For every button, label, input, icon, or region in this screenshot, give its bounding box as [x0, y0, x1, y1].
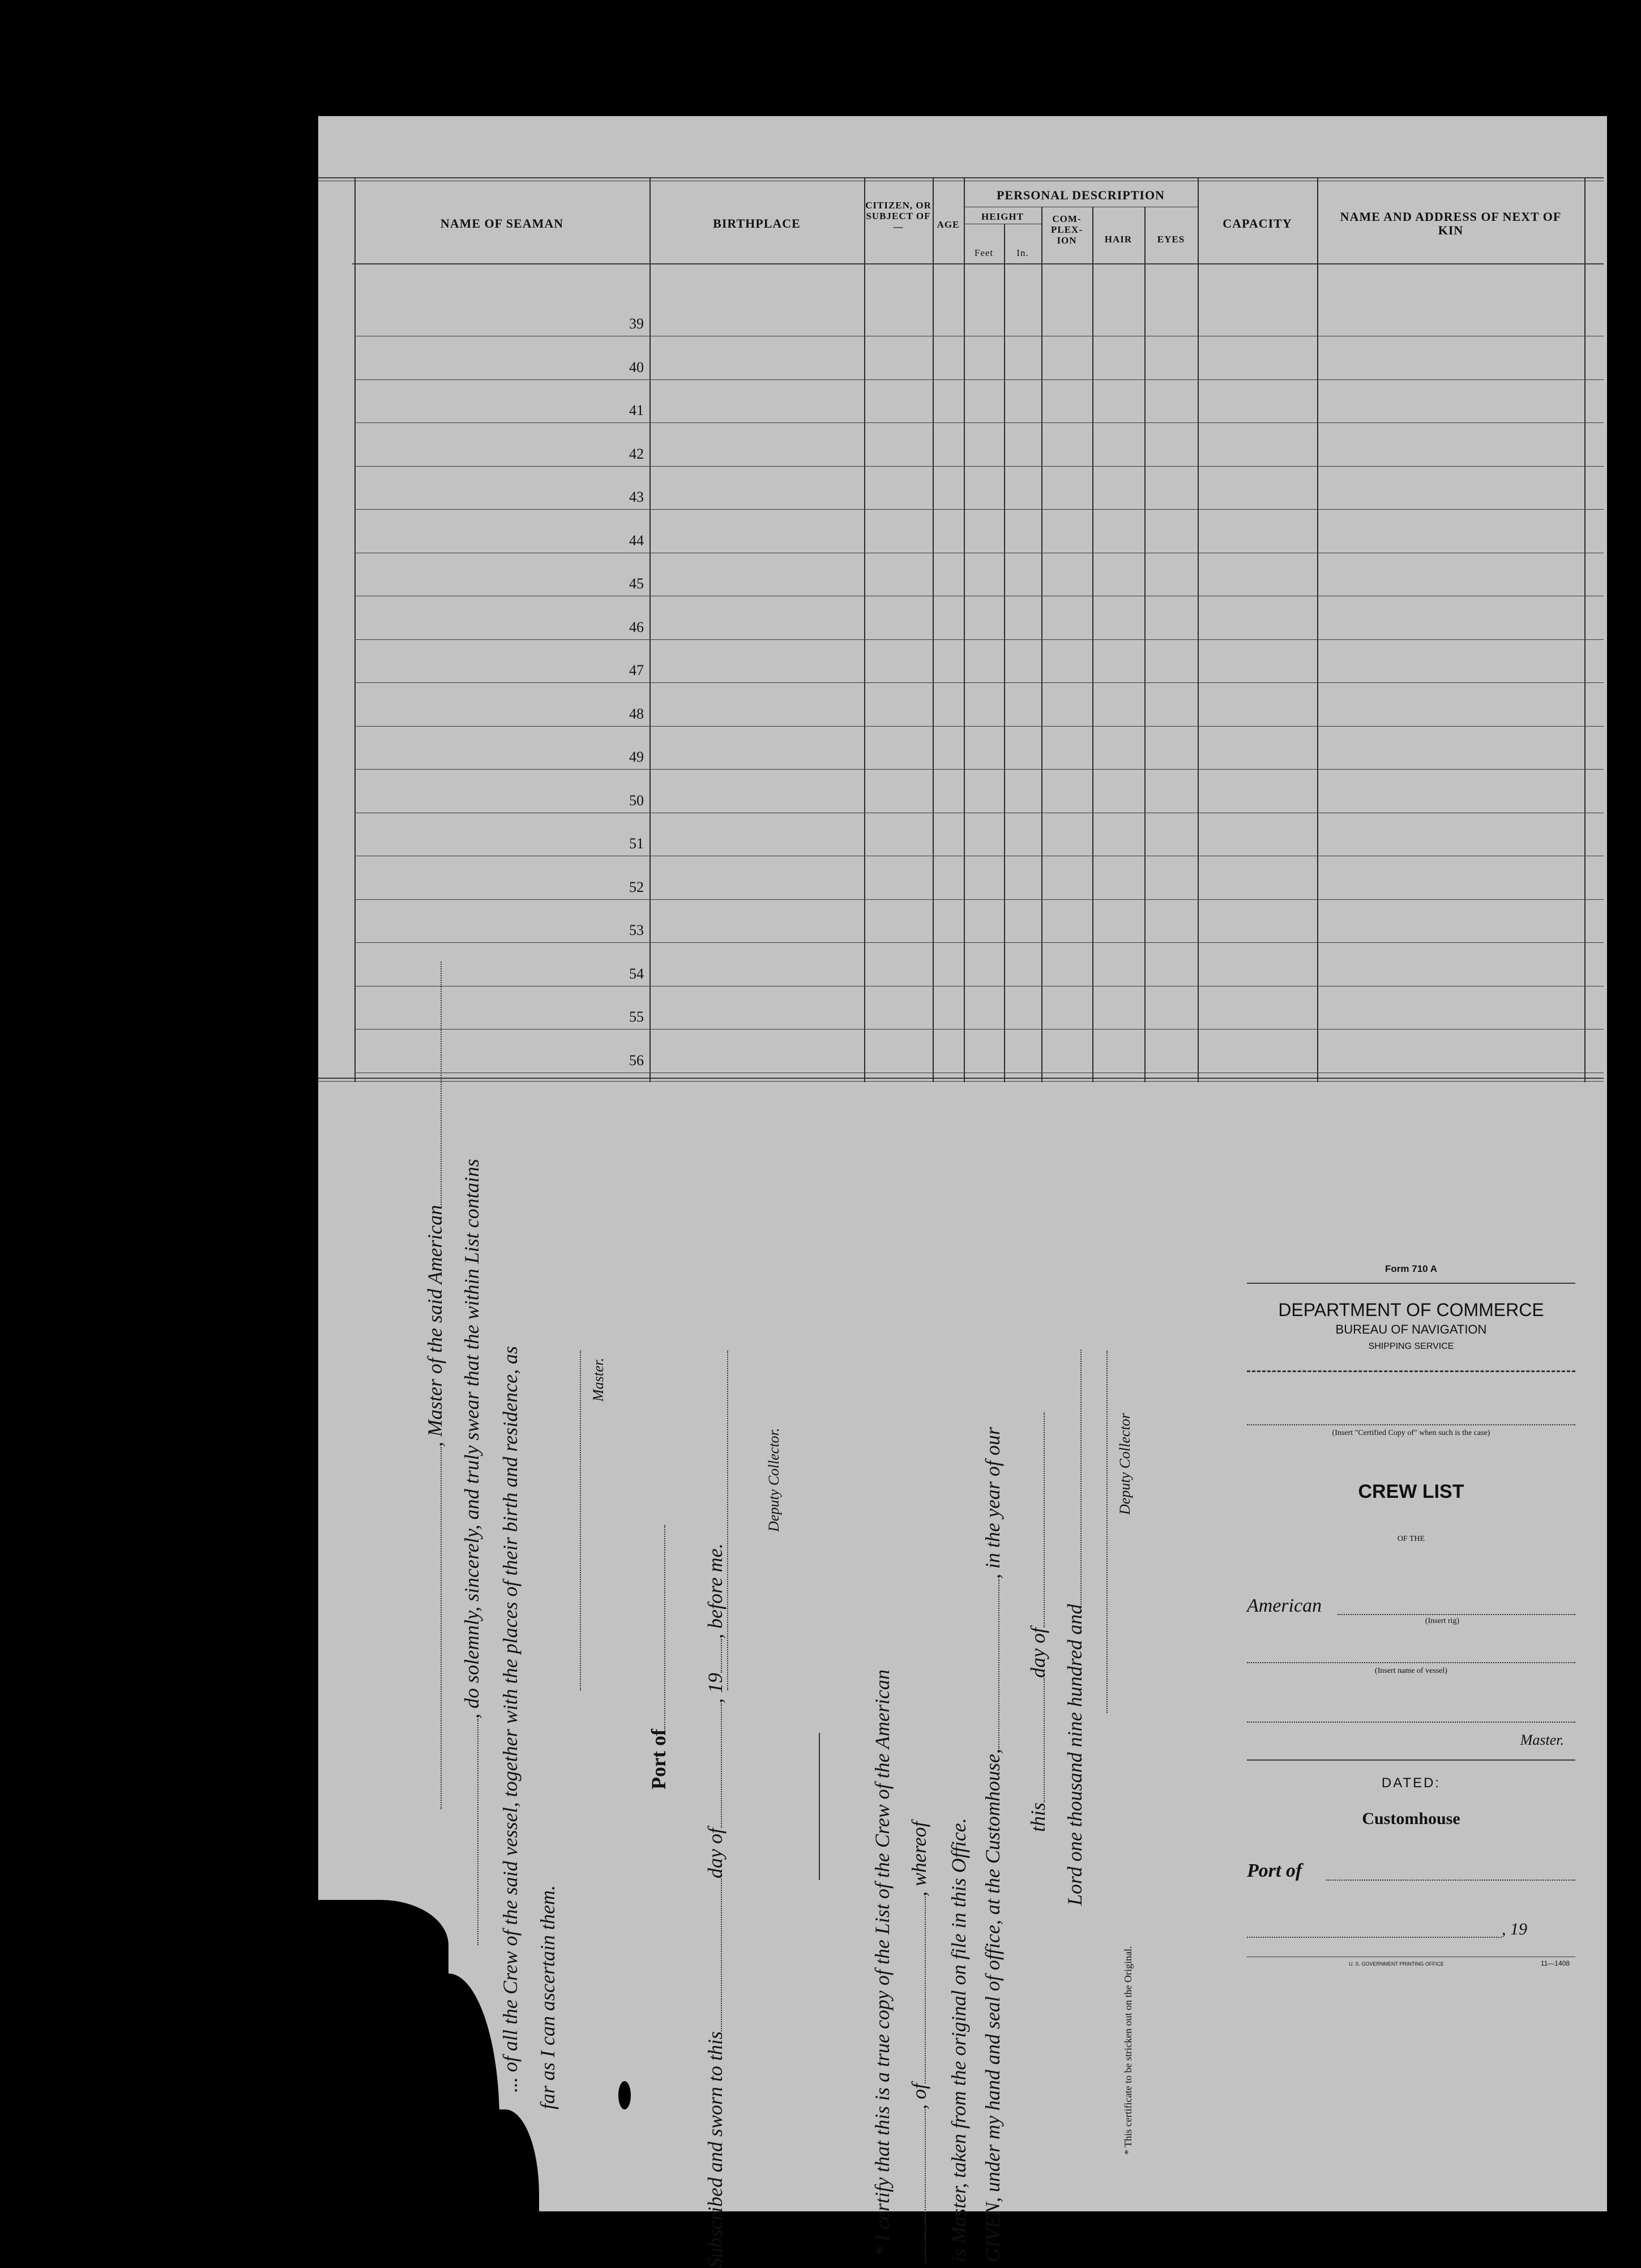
- row-number: 46: [629, 619, 644, 635]
- cover-master-label: Master.: [1520, 1732, 1564, 1748]
- of-the-label: OF THE: [1397, 1535, 1425, 1543]
- table-row: [354, 639, 1604, 640]
- insert-vessel-note: (Insert name of vessel): [1375, 1667, 1447, 1675]
- col-line: [1198, 177, 1199, 1082]
- col-line: [1092, 207, 1093, 1082]
- subscribed-line: Subscribed and sworn to thisday of, 19, before me.: [704, 1543, 727, 2268]
- cover-top-rule: [1247, 1283, 1575, 1284]
- damaged-corner: [318, 1900, 448, 2217]
- row-number: 51: [629, 835, 644, 852]
- row-number: 49: [629, 749, 644, 765]
- dashed-rule: [1247, 1370, 1575, 1372]
- col-line: [1317, 177, 1318, 1082]
- rig-line: [1337, 1614, 1575, 1615]
- table-row: [354, 726, 1604, 727]
- row-number: 44: [629, 532, 644, 549]
- table-bottom-rule: [318, 1078, 1604, 1079]
- header-personal: PERSONAL DESCRIPTION: [997, 188, 1165, 202]
- deputy-collector-label-1: Deputy Collector.: [766, 1428, 782, 1532]
- oath-line-4: far as I can ascertain them.: [536, 1885, 559, 2109]
- cover-year-label: , 19: [1502, 1920, 1527, 1938]
- oath-line-2: , do solemnly, sincerely, and truly swear that the within List contains: [460, 1159, 484, 1945]
- row-number: 55: [629, 1009, 644, 1025]
- form-number: Form 710 A: [1385, 1263, 1437, 1274]
- form-code: 11—1408: [1540, 1959, 1570, 1967]
- table-row: [354, 509, 1604, 510]
- lord-line: Lord one thousand nine hundred and: [1063, 1349, 1087, 1906]
- deputy-collector-label-2: Deputy Collector: [1117, 1413, 1133, 1515]
- col-line: [1041, 207, 1042, 1082]
- header-complexion: COM-PLEX-ION: [1051, 213, 1083, 246]
- col-line: [964, 177, 965, 1082]
- header-hair: HAIR: [1104, 234, 1133, 245]
- insert-rig-note: (Insert rig): [1425, 1617, 1460, 1625]
- table-row: [354, 379, 1604, 380]
- master-signature-line: [580, 1351, 581, 1690]
- header-capacity: CAPACITY: [1223, 216, 1292, 230]
- given-line: GIVEN, under my hand and seal of office, at the Customhouse,, in the year of our: [981, 1427, 1004, 2262]
- master-line: [1247, 1722, 1575, 1723]
- row-number: 50: [629, 792, 644, 809]
- shipping-service: SHIPPING SERVICE: [1368, 1342, 1454, 1351]
- of-whereof-line: , of, whereof: [907, 1821, 931, 2262]
- table-row: [354, 682, 1604, 683]
- cover-port-of-label: Port of: [1247, 1860, 1302, 1881]
- row-number: 48: [629, 706, 644, 722]
- row-number: 42: [629, 446, 644, 462]
- document-page: [318, 116, 1607, 2268]
- table-row: [354, 1029, 1604, 1030]
- customhouse-label: Customhouse: [1362, 1809, 1460, 1828]
- table-row: [354, 422, 1604, 423]
- table-row: [354, 769, 1604, 770]
- row-number: 43: [629, 489, 644, 505]
- certified-copy-line: [1247, 1424, 1575, 1425]
- master-signature-label: Master.: [590, 1357, 606, 1402]
- insert-certified-note: (Insert "Certified Copy of" when such is the case): [1332, 1429, 1490, 1437]
- header-height: HEIGHT: [981, 211, 1024, 222]
- col-line: [933, 177, 934, 1082]
- vessel-line: [1247, 1662, 1575, 1663]
- printer-imprint: U. S. GOVERNMENT PRINTING OFFICE: [1349, 1961, 1444, 1967]
- certify-line: * I certify that this is a true copy of the List of the Crew of the American: [871, 1669, 894, 2257]
- separator-line: [819, 1733, 820, 1880]
- this-day-line: thisday of: [1026, 1412, 1050, 1832]
- cover-date-line: [1247, 1937, 1502, 1938]
- col-line: [864, 177, 865, 1082]
- port-of-label: Port of: [647, 1525, 670, 1789]
- table-row: [354, 942, 1604, 943]
- bureau-title: BUREAU OF NAVIGATION: [1335, 1322, 1487, 1336]
- table-row: [354, 899, 1604, 900]
- col-line: [649, 177, 651, 1082]
- row-number: 39: [629, 315, 644, 332]
- row-number: 52: [629, 879, 644, 895]
- is-master-line: is Master, taken from the original on file in this Office.: [947, 1818, 970, 2262]
- header-citizen: CITIZEN, OR SUBJECT OF—: [865, 200, 931, 232]
- cover-port-line: [1326, 1880, 1575, 1881]
- row-number: 56: [629, 1052, 644, 1069]
- table-top-rule: [318, 177, 1604, 178]
- header-bottom-rule: [352, 263, 1604, 264]
- header-eyes: EYES: [1157, 234, 1185, 245]
- row-number: 47: [629, 662, 644, 678]
- header-birthplace: BIRTHPLACE: [713, 216, 801, 230]
- dept-title: DEPARTMENT OF COMMERCE: [1278, 1300, 1544, 1320]
- row-number: 45: [629, 575, 644, 592]
- table-row: [354, 466, 1604, 467]
- col-line: [1144, 207, 1146, 1082]
- col-line: [1004, 224, 1005, 1082]
- row-number: 41: [629, 402, 644, 418]
- header-age: AGE: [937, 219, 960, 230]
- col-line: [354, 177, 356, 1082]
- deputy-signature-line-2: [1106, 1351, 1108, 1713]
- dated-label: DATED:: [1381, 1775, 1441, 1791]
- col-line: [1584, 177, 1586, 1082]
- crew-list-title: CREW LIST: [1358, 1481, 1464, 1502]
- american-label: American: [1247, 1595, 1322, 1616]
- row-number: 53: [629, 922, 644, 938]
- ink-blot: [618, 2081, 631, 2109]
- oath-line-3: ... of all the Crew of the said vessel, together with the places of their birth and residence, as: [499, 1346, 522, 2092]
- row-number: 40: [629, 359, 644, 375]
- header-inches: In.: [1016, 247, 1029, 258]
- damaged-corner-3: [488, 2109, 539, 2211]
- header-feet: Feet: [974, 247, 994, 258]
- deputy-signature-line-1: [727, 1351, 728, 1690]
- row-number: 54: [629, 966, 644, 982]
- table-bottom-rule-2: [318, 1081, 1604, 1082]
- cover-mid-rule: [1247, 1759, 1575, 1761]
- footnote: * This certificate to be stricken out on the Original.: [1122, 1946, 1134, 2155]
- header-name: NAME OF SEAMAN: [440, 216, 564, 230]
- header-kin: NAME AND ADDRESS OF NEXT OF KIN: [1340, 210, 1562, 237]
- oath-line-1: , Master of the said American: [423, 962, 447, 1809]
